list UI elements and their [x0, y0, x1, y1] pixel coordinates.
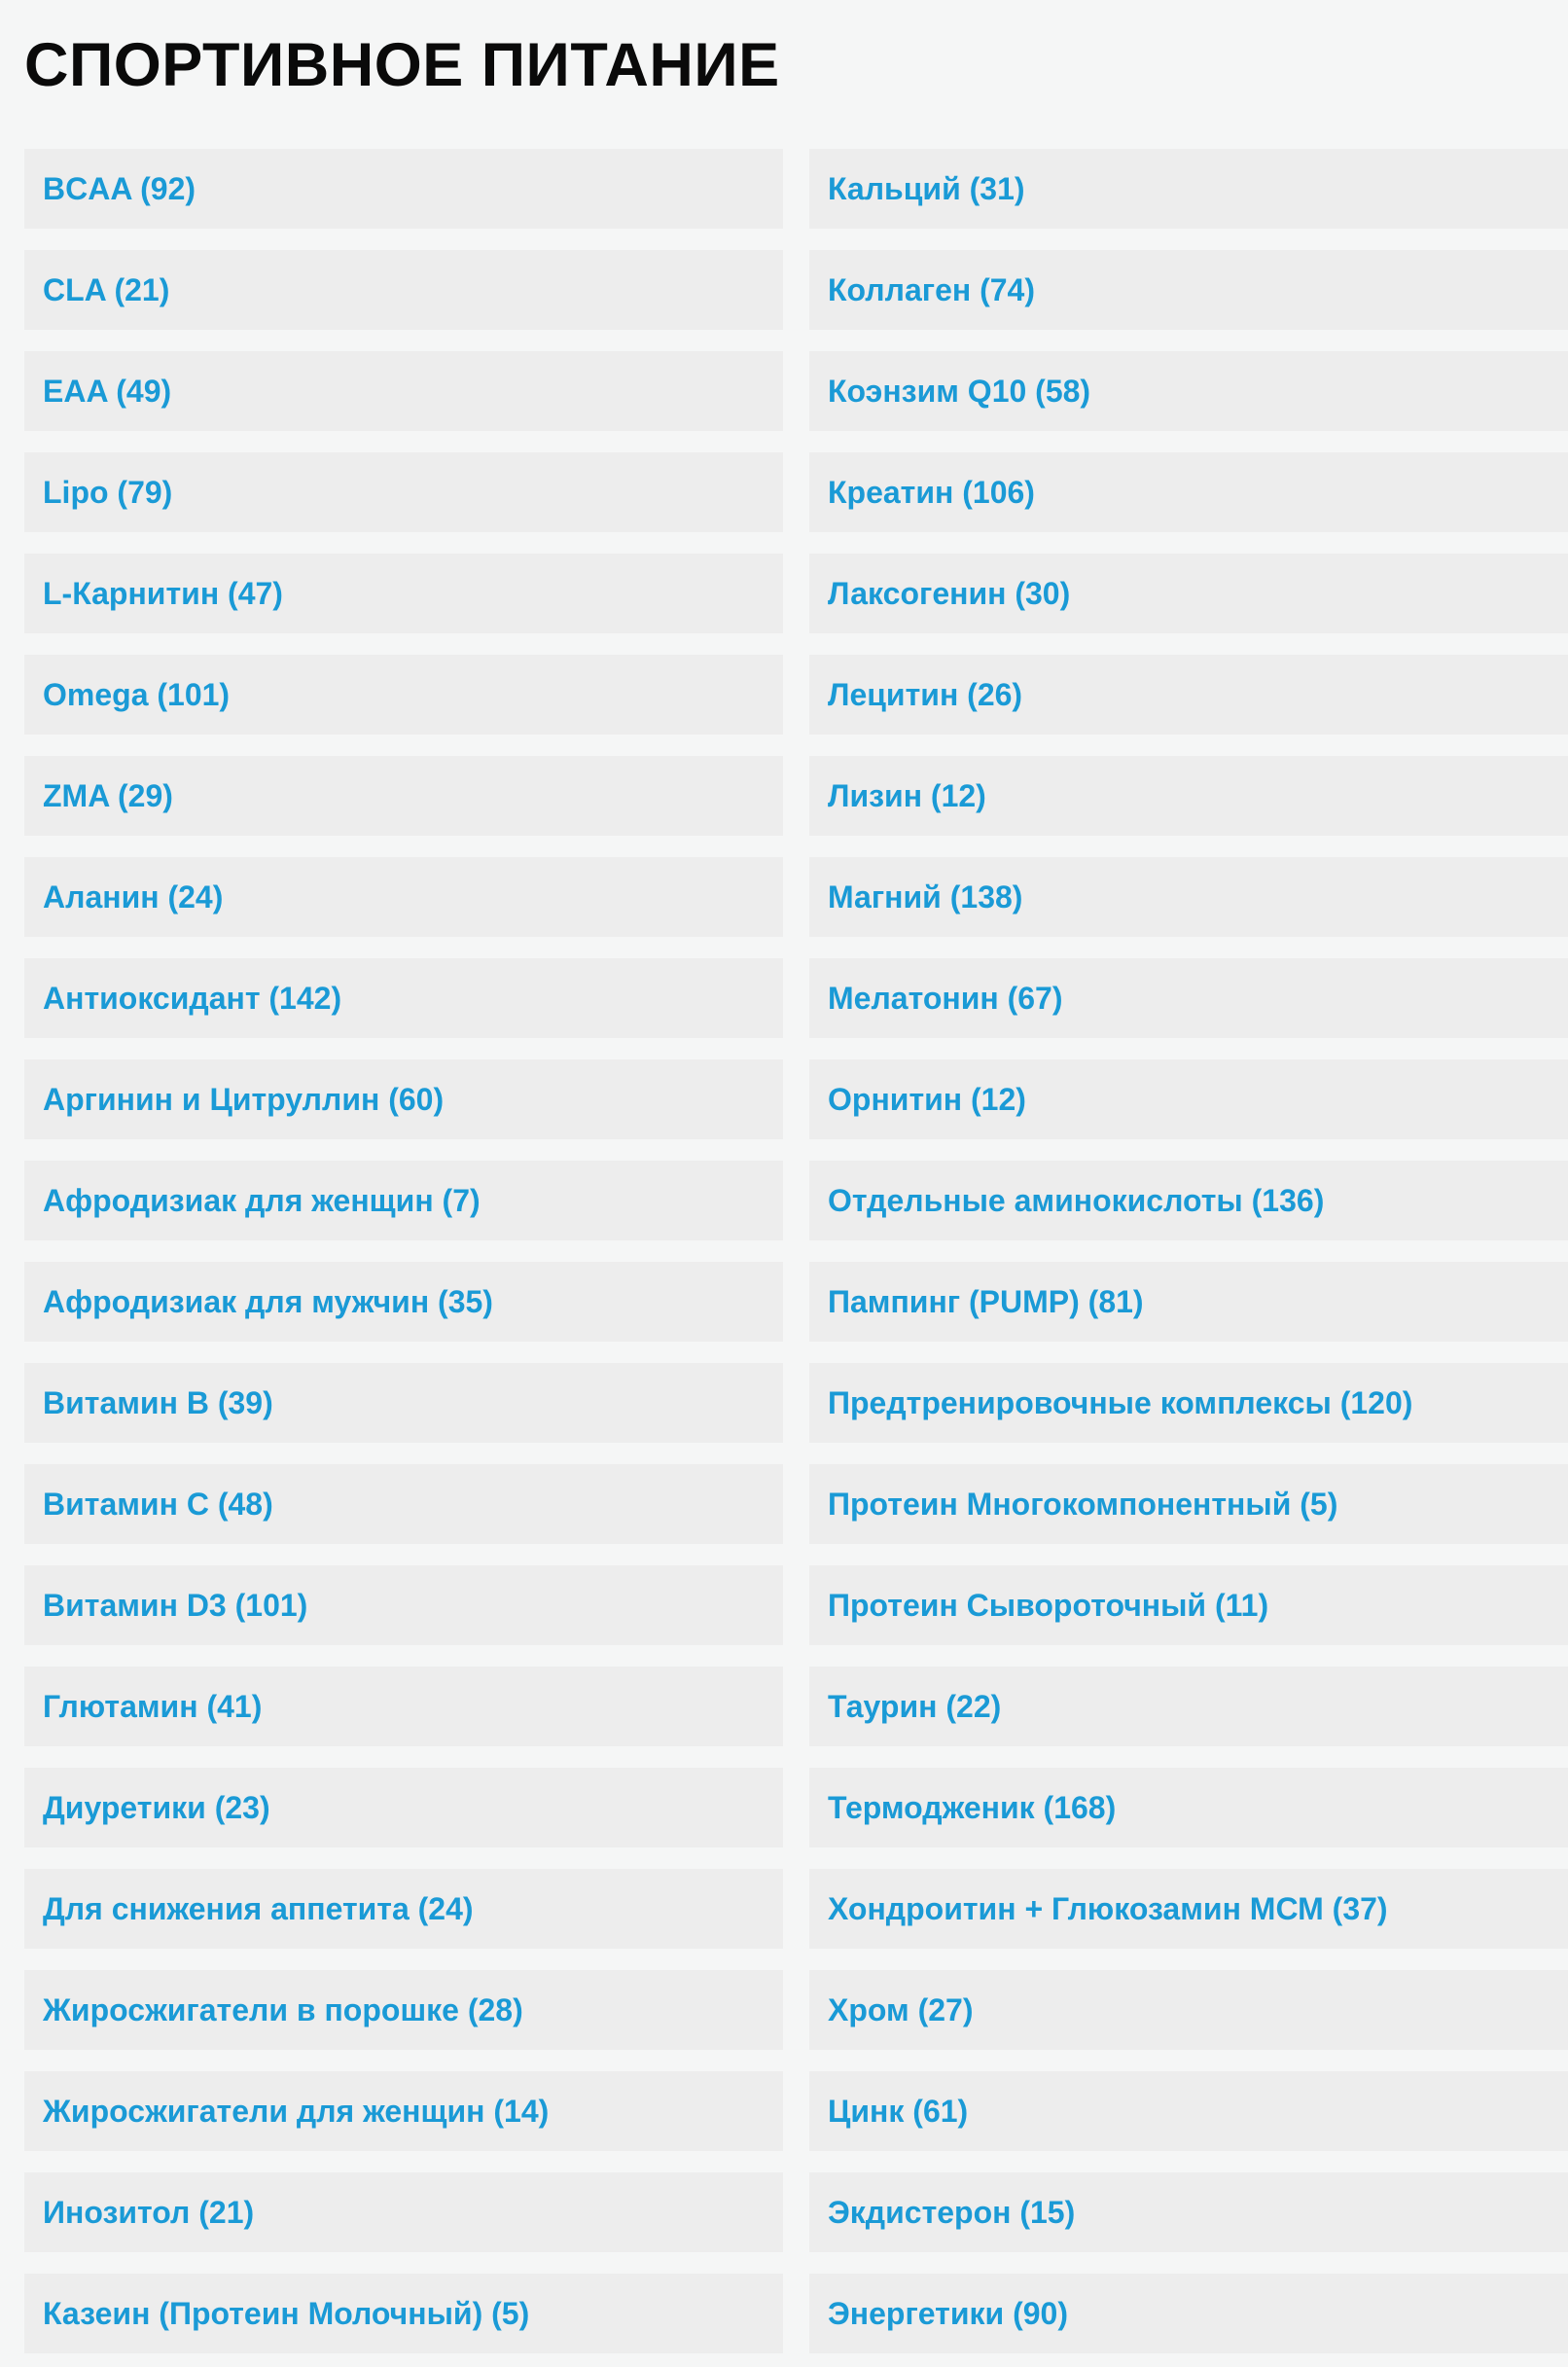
category-item[interactable]: [24, 1059, 783, 1139]
category-link-label: Термодженик (168): [828, 1789, 1117, 1825]
category-link-label: Энергетики (90): [828, 2295, 1068, 2331]
category-link-label: Пампинг (PUMP) (81): [828, 1283, 1144, 1319]
category-link-label: Лизин (12): [828, 777, 986, 813]
category-link-label: Цинк (61): [828, 2093, 969, 2129]
category-item[interactable]: [809, 2172, 1568, 2252]
category-item[interactable]: [809, 1262, 1568, 1342]
category-link-label: Предтренировочные комплексы (120): [828, 1384, 1413, 1420]
category-item[interactable]: [809, 1970, 1568, 2050]
category-item[interactable]: [809, 655, 1568, 735]
category-link-label: Мелатонин (67): [828, 980, 1063, 1016]
category-item[interactable]: [24, 452, 783, 532]
category-item[interactable]: [24, 1464, 783, 1544]
category-link-label: Протеин Сывороточный (11): [828, 1587, 1269, 1623]
category-link-label: Витамин D3 (101): [43, 1587, 308, 1623]
category-link-label: Протеин Многокомпонентный (5): [828, 1486, 1338, 1522]
category-item[interactable]: [809, 149, 1568, 229]
category-link-label: Диуретики (23): [43, 1789, 270, 1825]
category-item[interactable]: [809, 756, 1568, 836]
category-link-label: Lipo (79): [43, 474, 173, 510]
category-link-label: Лаксогенин (30): [828, 575, 1071, 611]
category-item[interactable]: [24, 1363, 783, 1443]
category-item[interactable]: [809, 452, 1568, 532]
category-link-label: Казеин (Протеин Молочный) (5): [43, 2295, 530, 2331]
category-item[interactable]: [24, 250, 783, 330]
category-item[interactable]: [809, 250, 1568, 330]
category-link-label: Аргинин и Цитруллин (60): [43, 1081, 445, 1117]
category-link-label: Инозитол (21): [43, 2194, 255, 2230]
category-link-label: Жиросжигатели для женщин (14): [43, 2093, 550, 2129]
category-item[interactable]: [24, 1970, 783, 2050]
category-link-label: Лецитин (26): [828, 676, 1023, 712]
category-item[interactable]: [809, 1565, 1568, 1645]
category-item[interactable]: [809, 2274, 1568, 2353]
page-title: СПОРТИВНОЕ ПИТАНИЕ: [24, 31, 780, 99]
category-link-label: Кальций (31): [828, 170, 1025, 206]
category-item[interactable]: [809, 1768, 1568, 1847]
category-link-label: Витамин C (48): [43, 1486, 273, 1522]
category-item[interactable]: [24, 351, 783, 431]
category-link-label: Антиоксидант (142): [43, 980, 342, 1016]
category-link-label: Орнитин (12): [828, 1081, 1026, 1117]
category-item[interactable]: [24, 1869, 783, 1949]
category-item[interactable]: [809, 1161, 1568, 1240]
category-item[interactable]: [24, 655, 783, 735]
category-link-label: Афродизиак для женщин (7): [43, 1182, 481, 1218]
category-item[interactable]: [809, 958, 1568, 1038]
category-link-label: ZMA (29): [43, 777, 173, 813]
category-item[interactable]: [809, 2071, 1568, 2151]
category-item[interactable]: [809, 351, 1568, 431]
category-item[interactable]: [24, 756, 783, 836]
category-item[interactable]: [809, 1059, 1568, 1139]
category-item[interactable]: [24, 149, 783, 229]
category-item[interactable]: [24, 958, 783, 1038]
category-item[interactable]: [809, 1363, 1568, 1443]
category-item[interactable]: [809, 1667, 1568, 1746]
category-link-label: Экдистерон (15): [828, 2194, 1076, 2230]
category-item[interactable]: [24, 2172, 783, 2252]
category-link-label: Для снижения аппетита (24): [43, 1890, 474, 1926]
category-item[interactable]: [24, 1667, 783, 1746]
category-link-label: Афродизиак для мужчин (35): [43, 1283, 493, 1319]
category-link-label: EAA (49): [43, 373, 172, 409]
category-link-label: Витамин B (39): [43, 1384, 273, 1420]
category-link-label: L-Карнитин (47): [43, 575, 283, 611]
category-item[interactable]: [24, 554, 783, 633]
category-item[interactable]: [24, 1565, 783, 1645]
category-link-label: Жиросжигатели в порошке (28): [43, 1991, 523, 2027]
category-link-label: CLA (21): [43, 271, 170, 307]
category-link-label: Магний (138): [828, 879, 1023, 915]
category-link-label: Хондроитин + Глюкозамин МСМ (37): [828, 1890, 1388, 1926]
category-item[interactable]: [809, 554, 1568, 633]
category-item[interactable]: [24, 1161, 783, 1240]
category-item[interactable]: [24, 1262, 783, 1342]
category-link-label: Отдельные аминокислоты (136): [828, 1182, 1325, 1218]
category-link-label: Глютамин (41): [43, 1688, 263, 1724]
category-item[interactable]: [24, 1768, 783, 1847]
category-item[interactable]: [809, 1869, 1568, 1949]
category-link-label: Креатин (106): [828, 474, 1035, 510]
category-item[interactable]: [809, 857, 1568, 937]
category-link-label: Хром (27): [828, 1991, 974, 2027]
category-link-label: Коэнзим Q10 (58): [828, 373, 1091, 409]
category-item[interactable]: [24, 2274, 783, 2353]
category-link-label: BCAA (92): [43, 170, 196, 206]
category-item[interactable]: [809, 1464, 1568, 1544]
category-link-label: Коллаген (74): [828, 271, 1035, 307]
category-item[interactable]: [24, 857, 783, 937]
category-link-label: Omega (101): [43, 676, 231, 712]
category-grid: [24, 149, 1568, 2353]
category-item[interactable]: [24, 2071, 783, 2151]
category-link-label: Аланин (24): [43, 879, 224, 915]
category-link-label: Таурин (22): [828, 1688, 1002, 1724]
